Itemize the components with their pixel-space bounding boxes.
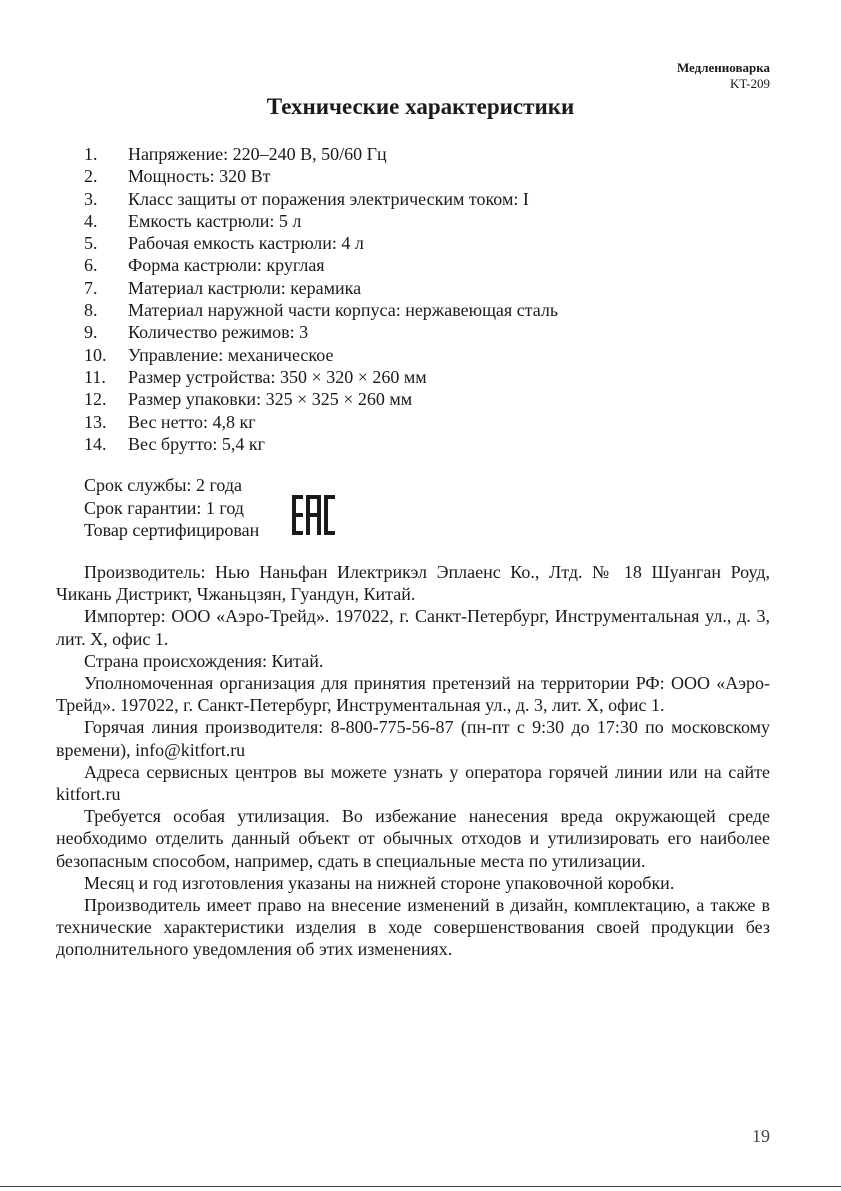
eac-mark-icon (292, 495, 335, 535)
model-number: KT-209 (730, 76, 770, 91)
spec-list (84, 143, 784, 455)
item-number: 14. (84, 433, 107, 454)
product-name: Медленноварка (676, 60, 770, 75)
service-life: Срок службы: 2 года (84, 475, 243, 495)
item-number: 8. (84, 300, 98, 321)
item-text: Размер упаковки: 325 × 325 × 260 мм (128, 389, 413, 410)
item-number: 1. (84, 144, 98, 164)
item-text: Материал наружной части корпуса: нержавеющая сталь (128, 300, 559, 321)
service-info (84, 474, 259, 542)
list-item (84, 366, 784, 388)
item-number: 7. (84, 277, 98, 298)
item-text: Напряжение: 220–240 В, 50/60 Гц (128, 144, 387, 164)
production-date-paragraph: Месяц и год изготовления указаны на нижней стороне упаковочной коробки. (84, 872, 675, 893)
page-title: Технические характеристики (266, 94, 575, 119)
item-number: 4. (84, 210, 98, 231)
item-number: 13. (84, 411, 107, 432)
item-text: Управление: механическое (128, 344, 334, 365)
item-text: Вес брутто: 5,4 кг (128, 433, 265, 454)
authorized-org-paragraph: Уполномоченная организация для принятия претензий на территории РФ: ООО «Аэро-Трейд». 197022, г. Санкт-Петербург, Инструментальная ул., д. 3, лит. Х, офис 1. (56, 673, 770, 716)
item-number: 6. (84, 255, 98, 276)
item-text: Размер устройства: 350 × 320 × 260 мм (128, 366, 427, 387)
item-number: 2. (84, 166, 98, 187)
warranty-period: Срок гарантии: 1 год (84, 497, 244, 518)
item-text: Количество режимов: 3 (128, 322, 309, 343)
certification-note: Товар сертифицирован (84, 520, 260, 540)
item-text: Вес нетто: 4,8 кг (128, 411, 256, 432)
list-item (84, 411, 784, 433)
list-item (84, 143, 784, 165)
item-number: 12. (84, 389, 107, 410)
list-item (84, 344, 784, 366)
service-centers-paragraph: Адреса сервисных центров вы можете узнать у оператора горячей линии или на сайте kitfort.ru (56, 761, 770, 805)
list-item (84, 232, 784, 254)
page-bottom-rule (0, 1186, 841, 1187)
page-number: 19 (752, 1126, 770, 1146)
importer-paragraph: Импортер: ООО «Аэро-Трейд». 197022, г. Санкт-Петербург, Инструментальная ул., д. 3, лит. Х, офис 1. (56, 606, 770, 649)
item-number: 11. (84, 366, 106, 387)
manufacturer-paragraph: Производитель: Нью Наньфан Илектрикэл Эплаенс Ко., Лтд. № 18 Шуанган Роуд, Чикань Дистрикт, Чжаньцзян, Гуандун, Китай. (56, 562, 770, 605)
item-number: 5. (84, 233, 98, 254)
list-item (84, 210, 784, 232)
list-item (84, 388, 784, 410)
item-text: Форма кастрюли: круглая (128, 255, 325, 276)
list-item (84, 277, 784, 299)
item-text: Мощность: 320 Вт (128, 166, 271, 187)
item-text: Материал кастрюли: керамика (128, 277, 362, 298)
list-item (84, 165, 784, 187)
item-text: Класс защиты от поражения электрическим током: I (128, 188, 529, 209)
disposal-paragraph: Требуется особая утилизация. Во избежание нанесения вреда окружающей среде необходимо отделить данный объект от обычных отходов и утилизировать его наиболее безопасным способом, например, сдать в специальные места по утилизации. (56, 806, 770, 871)
origin-paragraph: Страна происхождения: Китай. (84, 650, 324, 671)
item-number: 3. (84, 188, 98, 209)
item-text: Емкость кастрюли: 5 л (128, 210, 302, 231)
running-header (677, 60, 770, 92)
changes-paragraph: Производитель имеет право на внесение изменений в дизайн, комплектацию, а также в технические характеристики изделия в ходе совершенствования своей продукции без дополнительного уведомления об этих изменениях. (56, 895, 770, 960)
list-item (84, 321, 784, 343)
list-item (84, 254, 784, 276)
list-item (84, 299, 784, 321)
item-number: 9. (84, 322, 98, 343)
list-item (84, 433, 784, 455)
item-number: 10. (84, 344, 107, 365)
hotline-paragraph: Горячая линия производителя: 8-800-775-56-87 (пн-пт с 9:30 до 17:30 по московскому времени), info@kitfort.ru (56, 717, 770, 760)
list-item (84, 188, 784, 210)
item-text: Рабочая емкость кастрюли: 4 л (128, 233, 364, 254)
manufacturer-info (56, 561, 770, 961)
